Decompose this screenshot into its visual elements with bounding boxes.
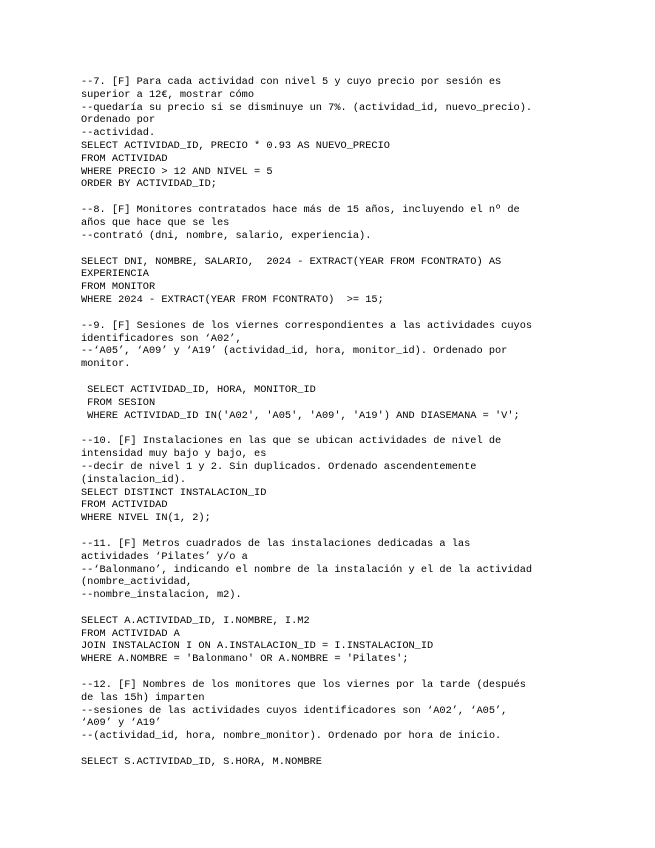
comment-line: --11. [F] Metros cuadrados de las instalaciones dedicadas a las bbox=[81, 537, 471, 550]
blank-line bbox=[81, 307, 641, 320]
comment-line: --7. [F] Para cada actividad con nivel 5 y cuyo precio por sesión es bbox=[81, 76, 502, 88]
comment-line: superior a 12€, mostrar cómo bbox=[81, 88, 255, 101]
comment-line: actividades ‘Pilates’ y/o a bbox=[81, 550, 248, 563]
code-line: SELECT A.ACTIVIDAD_ID, I.NOMBRE, I.M2 bbox=[81, 614, 310, 627]
comment-line: --contrató (dni, nombre, salario, experiencia). bbox=[81, 229, 372, 242]
comment-line: Ordenado por bbox=[81, 114, 156, 127]
comment-line: --‘Balonmano’, indicando el nombre de la instalación y el de la actividad bbox=[81, 563, 533, 576]
code-line: SELECT ACTIVIDAD_ID, PRECIO * 0.93 AS NUEVO_PRECIO bbox=[81, 139, 390, 152]
code-line: WHERE A.NOMBRE = 'Balonmano' OR A.NOMBRE = 'Pilates'; bbox=[81, 653, 409, 666]
code-line: ORDER BY ACTIVIDAD_ID; bbox=[81, 178, 217, 191]
code-line: SELECT DISTINCT INSTALACION_ID bbox=[81, 486, 267, 499]
blank-line bbox=[81, 743, 641, 756]
comment-line: --10. [F] Instalaciones en las que se ubican actividades de nivel de bbox=[81, 435, 502, 448]
comment-line: --decir de nivel 1 y 2. Sin duplicados. Ordenado ascendentemente bbox=[81, 460, 477, 473]
code-line: SELECT ACTIVIDAD_ID, HORA, MONITOR_ID bbox=[81, 383, 316, 396]
sql-document-body bbox=[81, 76, 641, 769]
comment-line: años que hace que se les bbox=[81, 216, 230, 229]
code-line: WHERE NIVEL IN(1, 2); bbox=[81, 512, 211, 525]
blank-line bbox=[81, 371, 641, 384]
comment-line: --12. [F] Nombres de los monitores que los viernes por la tarde (después bbox=[81, 679, 526, 692]
comment-line: --actividad. bbox=[81, 127, 156, 140]
comment-line: --8. [F] Monitores contratados hace más de 15 años, incluyendo el nº de bbox=[81, 204, 520, 217]
blank-line bbox=[81, 525, 641, 538]
code-line: FROM SESION bbox=[81, 396, 156, 409]
comment-line: --‘A05’, ‘A09’ y ‘A19’ (actividad_id, hora, monitor_id). Ordenado por bbox=[81, 345, 508, 358]
code-line: SELECT S.ACTIVIDAD_ID, S.HORA, M.NOMBRE bbox=[81, 756, 322, 769]
comment-line: ‘A09’ y ‘A19’ bbox=[81, 717, 162, 730]
blank-line bbox=[81, 422, 641, 435]
comment-line: (instalacion_id). bbox=[81, 473, 187, 486]
blank-line bbox=[81, 666, 641, 679]
code-line: JOIN INSTALACION I ON A.INSTALACION_ID = I.INSTALACION_ID bbox=[81, 640, 434, 653]
comment-line: de las 15h) imparten bbox=[81, 691, 205, 704]
comment-line: monitor. bbox=[81, 358, 131, 371]
code-line: EXPERIENCIA bbox=[81, 268, 149, 281]
comment-line: --(actividad_id, hora, nombre_monitor). Ordenado por hora de inicio. bbox=[81, 730, 502, 743]
blank-line bbox=[81, 243, 641, 256]
code-line: FROM ACTIVIDAD A bbox=[81, 627, 180, 640]
comment-line: --9. [F] Sesiones de los viernes correspondientes a las actividades cuyos bbox=[81, 319, 533, 332]
comment-line: --sesiones de las actividades cuyos identificadores son ‘A02’, ‘A05’, bbox=[81, 704, 508, 717]
comment-line: --nombre_instalacion, m2). bbox=[81, 589, 242, 602]
comment-line: (nombre_actividad, bbox=[81, 576, 193, 589]
blank-line bbox=[81, 191, 641, 204]
comment-line: --quedaría su precio si se disminuye un 7%. (actividad_id, nuevo_precio). bbox=[81, 101, 533, 114]
code-line: WHERE ACTIVIDAD_ID IN('A02', 'A05', 'A09', 'A19') AND DIASEMANA = 'V'; bbox=[81, 409, 520, 422]
comment-line: intensidad muy bajo y bajo, es bbox=[81, 448, 267, 461]
blank-line bbox=[81, 602, 641, 615]
code-line: FROM ACTIVIDAD bbox=[81, 499, 168, 512]
code-line: SELECT DNI, NOMBRE, SALARIO, 2024 - EXTRACT(YEAR FROM FCONTRATO) AS bbox=[81, 255, 502, 268]
comment-line: identificadores son ‘A02’, bbox=[81, 332, 242, 345]
code-line: FROM ACTIVIDAD bbox=[81, 152, 168, 165]
code-line: WHERE PRECIO > 12 AND NIVEL = 5 bbox=[81, 165, 273, 178]
code-line: WHERE 2024 - EXTRACT(YEAR FROM FCONTRATO) >= 15; bbox=[81, 293, 384, 306]
code-line: FROM MONITOR bbox=[81, 281, 156, 294]
